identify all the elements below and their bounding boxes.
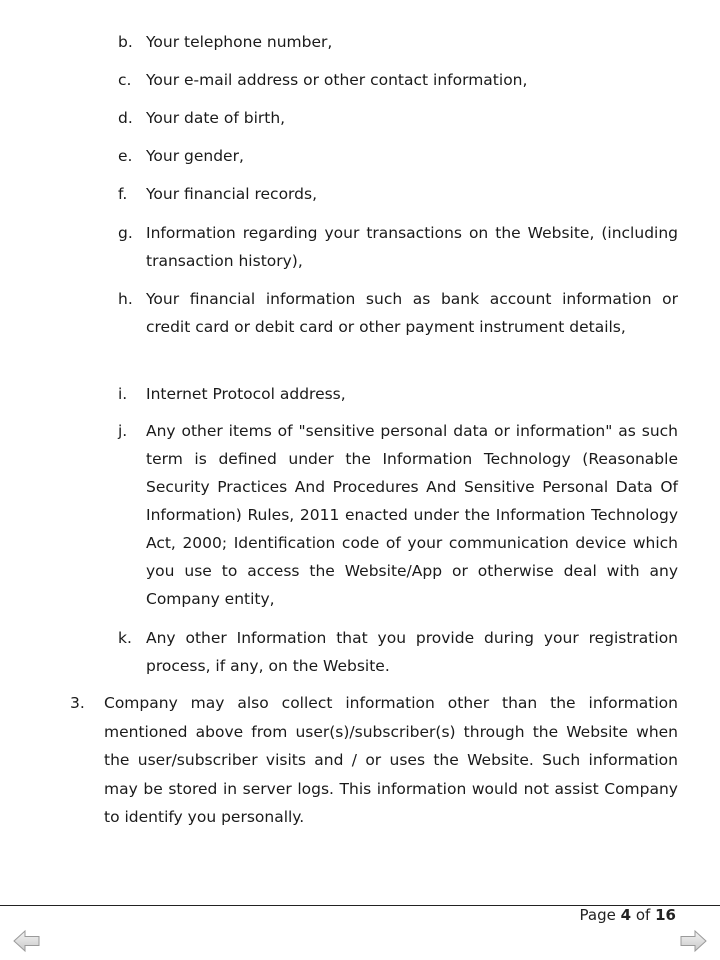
list-item-text: Information regarding your transactions on the Website, (including transaction history), (146, 224, 678, 270)
next-page-button[interactable] (678, 928, 708, 954)
list-item (118, 380, 678, 408)
list-item (118, 285, 678, 341)
list-marker: i. (118, 385, 128, 403)
of-label: of (635, 906, 651, 924)
list-item (118, 66, 678, 94)
list-item (118, 28, 678, 56)
page-indicator (580, 906, 676, 924)
list-item-text: Your date of birth, (146, 109, 286, 127)
list-item-text: Company may also collect information other than the information mentioned above from user(s)/subscriber(s) through the Website when the user/subscriber visits and / or uses the Website. Such information may be stored in server logs. This information would not assist Company to identify you personally. (104, 694, 678, 826)
list-item (118, 417, 678, 613)
list-item-text: Any other items of "sensitive personal data or information" as such term is defined under the Information Technology (Reasonable Security Practices And Procedures And Sensitive Personal Data Of Information) Rules, 2011 enacted under the Information Technology Act, 2000; Identification code of your communication device which you use to access the Website/App or otherwise deal with any Company entity, (146, 422, 678, 608)
list-marker: d. (118, 109, 133, 127)
list-item-text: Your telephone number, (146, 33, 333, 51)
numbered-item (70, 689, 678, 832)
list-item-text: Your financial records, (146, 185, 317, 203)
list-marker: e. (118, 147, 133, 165)
list-item-text: Any other Information that you provide during your registration process, if any, on the Website. (146, 629, 678, 675)
list-marker: b. (118, 33, 133, 51)
arrow-right-icon (678, 928, 708, 954)
page-label: Page (579, 906, 616, 924)
list-item (118, 624, 678, 680)
current-page-number: 4 (620, 906, 632, 924)
list-item (118, 180, 678, 208)
total-pages-number: 16 (655, 906, 676, 924)
list-item-text: Your gender, (146, 147, 244, 165)
list-marker: g. (118, 224, 133, 242)
list-item-text: Internet Protocol address, (146, 385, 346, 403)
list-item-text: Your financial information such as bank account information or credit card or debit card or other payment instrument details, (146, 290, 678, 336)
list-marker: j. (118, 422, 128, 440)
list-marker: k. (118, 629, 132, 647)
list-marker: h. (118, 290, 133, 308)
list-item (118, 142, 678, 170)
list-marker: f. (118, 185, 128, 203)
list-marker: c. (118, 71, 132, 89)
list-marker: 3. (70, 694, 85, 712)
arrow-left-icon (12, 928, 42, 954)
previous-page-button[interactable] (12, 928, 42, 954)
list-item (118, 219, 678, 275)
list-item (118, 104, 678, 132)
list-item-text: Your e-mail address or other contact information, (146, 71, 528, 89)
